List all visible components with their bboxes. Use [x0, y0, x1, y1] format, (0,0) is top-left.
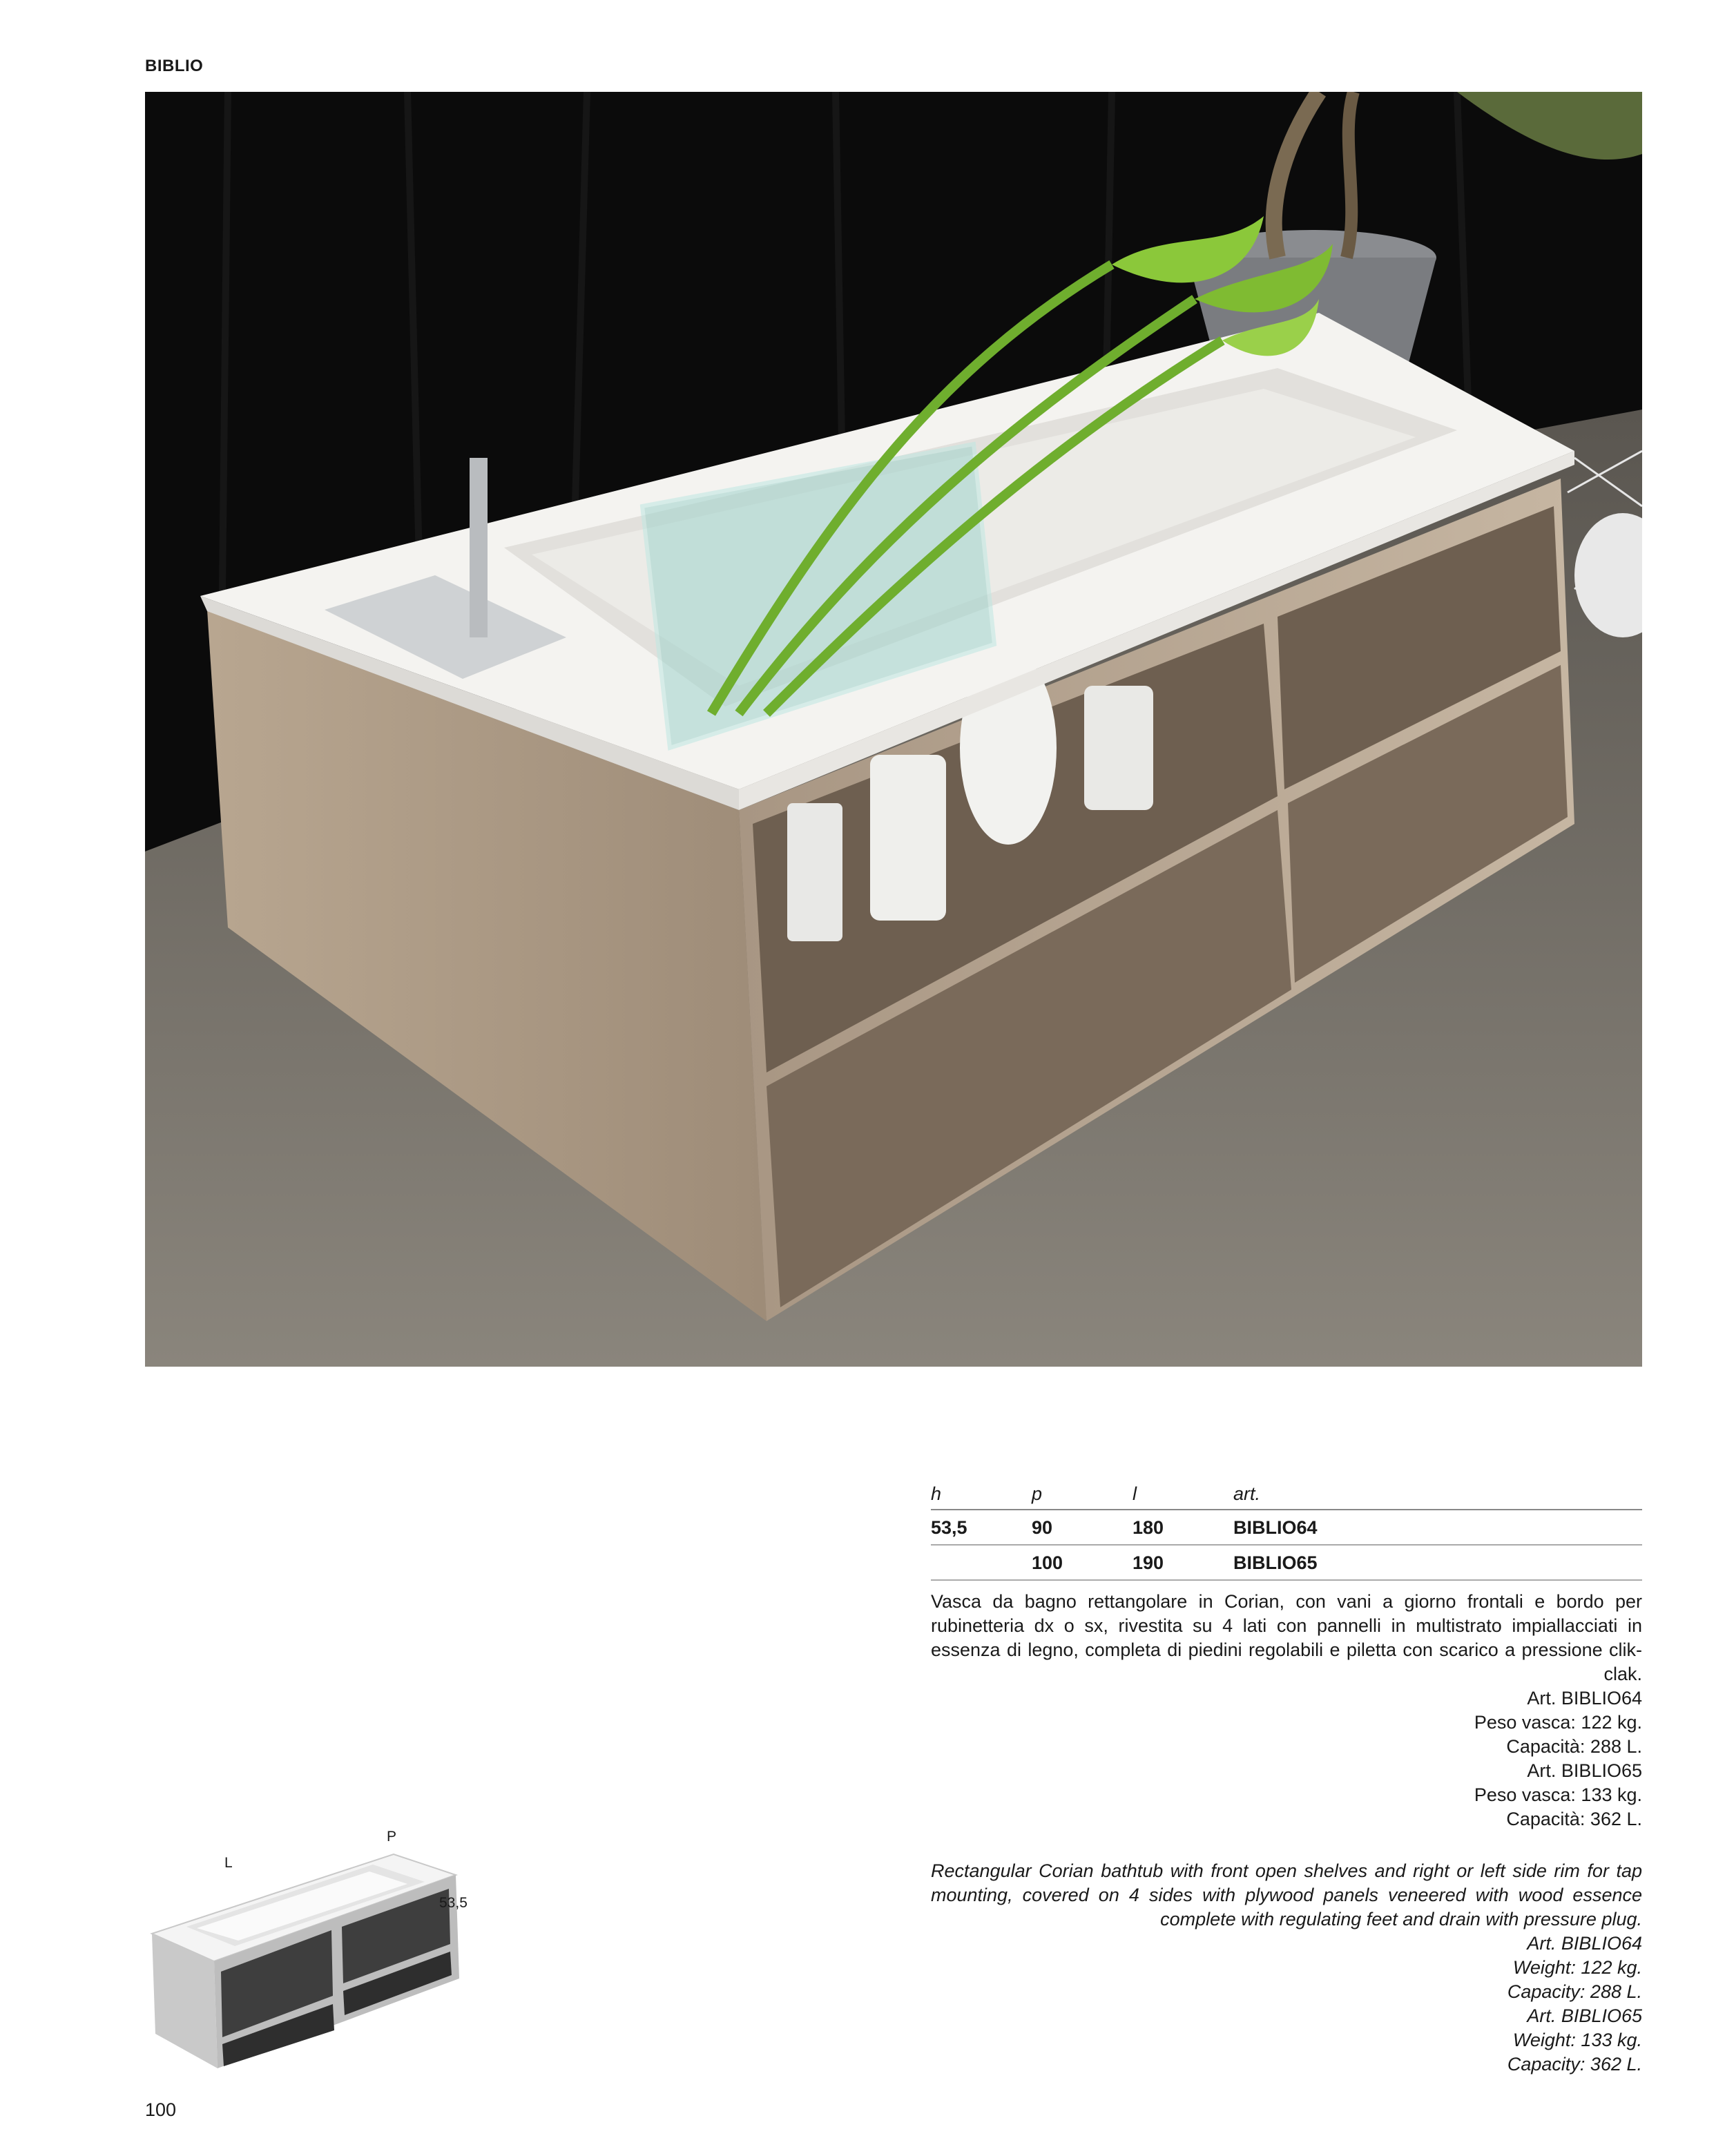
page-number: 100: [145, 2099, 177, 2120]
column-header-p: p: [1032, 1479, 1133, 1510]
cell-art: BIBLIO65: [1233, 1545, 1642, 1580]
italian-description: [931, 1590, 1642, 1831]
english-paragraph: Rectangular Corian bathtub with front open shelves and right or left side rim for tap mounting, covered on 4 sides with plywood panels veneered with wood essence complete with regulating feet and drain with pressure plug.: [931, 1860, 1642, 1929]
cell-l: 190: [1133, 1545, 1233, 1580]
italian-line: Peso vasca: 122 kg.: [1474, 1712, 1642, 1733]
italian-line: Art. BIBLIO64: [1527, 1688, 1642, 1709]
italian-line: Capacità: 362 L.: [1506, 1809, 1642, 1829]
italian-line: Capacità: 288 L.: [1506, 1736, 1642, 1757]
table-row: [931, 1545, 1642, 1580]
english-line: Weight: 122 kg.: [1512, 1957, 1642, 1978]
cell-h: 53,5: [931, 1510, 1032, 1545]
page-title: BIBLIO: [145, 57, 204, 75]
dimension-label-h: 53,5: [439, 1895, 468, 1911]
spec-table-header-row: [931, 1479, 1642, 1510]
cell-art: BIBLIO64: [1233, 1510, 1642, 1545]
bathtub-photo: [145, 92, 1642, 1367]
column-header-l: l: [1133, 1479, 1233, 1510]
english-line: Capacity: 288 L.: [1507, 1981, 1642, 2002]
table-row: [931, 1510, 1642, 1545]
spec-table: [931, 1479, 1642, 1581]
dimension-label-p: P: [387, 1829, 397, 1845]
english-line: Weight: 133 kg.: [1512, 2030, 1642, 2050]
italian-line: Peso vasca: 133 kg.: [1474, 1784, 1642, 1805]
english-line: Capacity: 362 L.: [1507, 2054, 1642, 2075]
english-line: Art. BIBLIO64: [1527, 1933, 1642, 1954]
cell-l: 180: [1133, 1510, 1233, 1545]
cell-p: 90: [1032, 1510, 1133, 1545]
column-header-h: h: [931, 1479, 1032, 1510]
italian-paragraph: Vasca da bagno rettangolare in Corian, con vani a giorno frontali e bordo per rubinetteria dx o sx, rivestita su 4 lati con pannelli in multistrato impiallacciati in essenza di legno, completa di piedini regolabili e piletta con scarico a pressione clik-clak.: [931, 1591, 1642, 1684]
column-header-art: art.: [1233, 1479, 1642, 1510]
english-description: [931, 1859, 1642, 2077]
bathtub-dimension-drawing: [145, 1823, 476, 2086]
cell-p: 100: [1032, 1545, 1133, 1580]
dimension-label-l: L: [224, 1855, 233, 1871]
english-line: Art. BIBLIO65: [1527, 2005, 1642, 2026]
cell-h: [931, 1545, 1032, 1580]
italian-line: Art. BIBLIO65: [1527, 1760, 1642, 1781]
